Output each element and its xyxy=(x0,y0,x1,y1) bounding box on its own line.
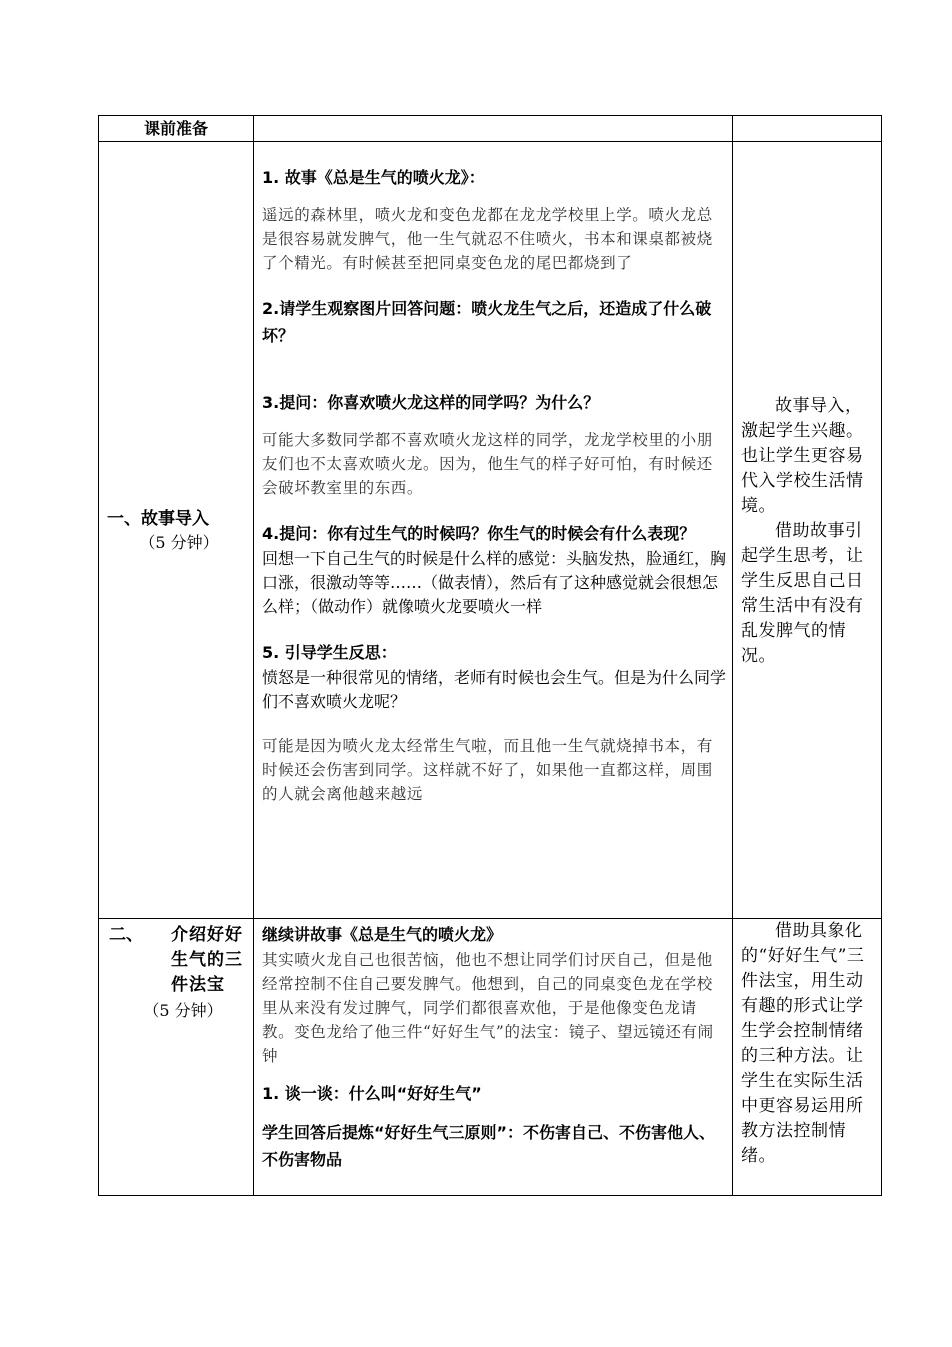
stage-one-note-cell xyxy=(733,142,882,919)
stage-one-answer-5: 愤怒是一种很常见的情绪，老师有时候也会生气。但是为什么同学们不喜欢喷火龙呢？ xyxy=(262,668,727,711)
stage-one-heading-1: 1. 故事《总是生气的喷火龙》： xyxy=(262,168,485,187)
stage-two-heading-1: 1. 谈一谈：什么叫“好好生气” xyxy=(262,1084,482,1103)
stage-one-answer-5b: 可能是因为喷火龙太经常生气啦，而且他一生气就烧掉书本，有时候还会伤害到同学。这样就不好了，如果他一直都这样，周围的人就会离他越来越远 xyxy=(262,737,713,803)
table-row-stage-one xyxy=(99,142,882,919)
stage-one-content-cell xyxy=(254,142,733,919)
stage-two-note: 借助具象化的“好好生气”三件法宝，用生动有趣的形式让学生学会控制情绪的三种方法。让学生在实际生活中更容易运用所教方法控制情绪。 xyxy=(741,921,865,1166)
stage-one-note-2: 借助故事引起学生思考，让学生反思自己日常生活中有没有乱发脾气的情况。 xyxy=(741,521,864,666)
stage-one-heading-2: 2.请学生观察图片回答问题：喷火龙生气之后，还造成了什么破坏？ xyxy=(262,299,712,345)
stage-two-heading-0: 继续讲故事《总是生气的喷火龙》 xyxy=(262,925,503,944)
stage-two-story: 其实喷火龙自己也很苦恼，他也不想让同学们讨厌自己，但是他经常控制不住自己要发脾气。他想到，自己的同桌变色龙在学校里从来没有发过脾气，同学们都很喜欢他，于是他像变色龙请教。变色龙给了他三件“好好生气”的法宝：镜子、望远镜还有闹钟 xyxy=(262,951,714,1065)
table-row-stage-two xyxy=(99,919,882,1196)
stage-two-content-cell xyxy=(254,919,733,1196)
stage-two-cell xyxy=(99,919,254,1196)
stage-one-title: 一、故事导入 xyxy=(107,509,209,529)
stage-two-heading-2: 学生回答后提炼“好好生气三原则”：不伤害自己、不伤害他人、不伤害物品 xyxy=(262,1123,716,1169)
prep-label-cell xyxy=(99,116,254,142)
stage-one-time: （5 分钟） xyxy=(139,533,219,552)
stage-one-answer-3: 可能大多数同学都不喜欢喷火龙这样的同学，龙龙学校里的小朋友们也不太喜欢喷火龙。因为，他生气的样子好可怕，有时候还会破坏教室里的东西。 xyxy=(262,431,713,497)
stage-one-heading-3: 3.提问：你喜欢喷火龙这样的同学吗？为什么？ xyxy=(262,393,600,412)
stage-two-note-cell xyxy=(733,919,882,1196)
prep-content-cell xyxy=(254,116,733,142)
stage-one-cell xyxy=(99,142,254,919)
stage-one-heading-4: 4.提问：你有过生气的时候吗？你生气的时候会有什么表现？ xyxy=(262,524,696,543)
lesson-plan-table xyxy=(98,115,882,1196)
prep-note-cell xyxy=(733,116,882,142)
stage-one-answer-4: 回想一下自己生气的时候是什么样的感觉：头脑发热，脸通红，胸口涨，很激动等等……（做表情），然后有了这种感觉就会很想怎么样；（做动作）就像喷火龙要喷火一样 xyxy=(262,549,727,616)
stage-one-note-1: 故事导入，激起学生兴趣。也让学生更容易代入学校生活情境。 xyxy=(741,396,864,516)
stage-two-number: 二、 xyxy=(109,925,143,945)
stage-two-time: （5 分钟） xyxy=(143,1001,223,1020)
table-row-prep xyxy=(99,116,882,142)
stage-two-title: 介绍好好生气的三件法宝 xyxy=(171,925,243,995)
stage-one-heading-5: 5. 引导学生反思： xyxy=(262,643,397,662)
prep-label: 课前准备 xyxy=(143,119,208,138)
stage-one-story: 遥远的森林里，喷火龙和变色龙都在龙龙学校里上学。喷火龙总是很容易就发脾气，他一生气就忍不住喷火，书本和课桌都被烧了个精光。有时候甚至把同桌变色龙的尾巴都烧到了 xyxy=(262,206,713,272)
